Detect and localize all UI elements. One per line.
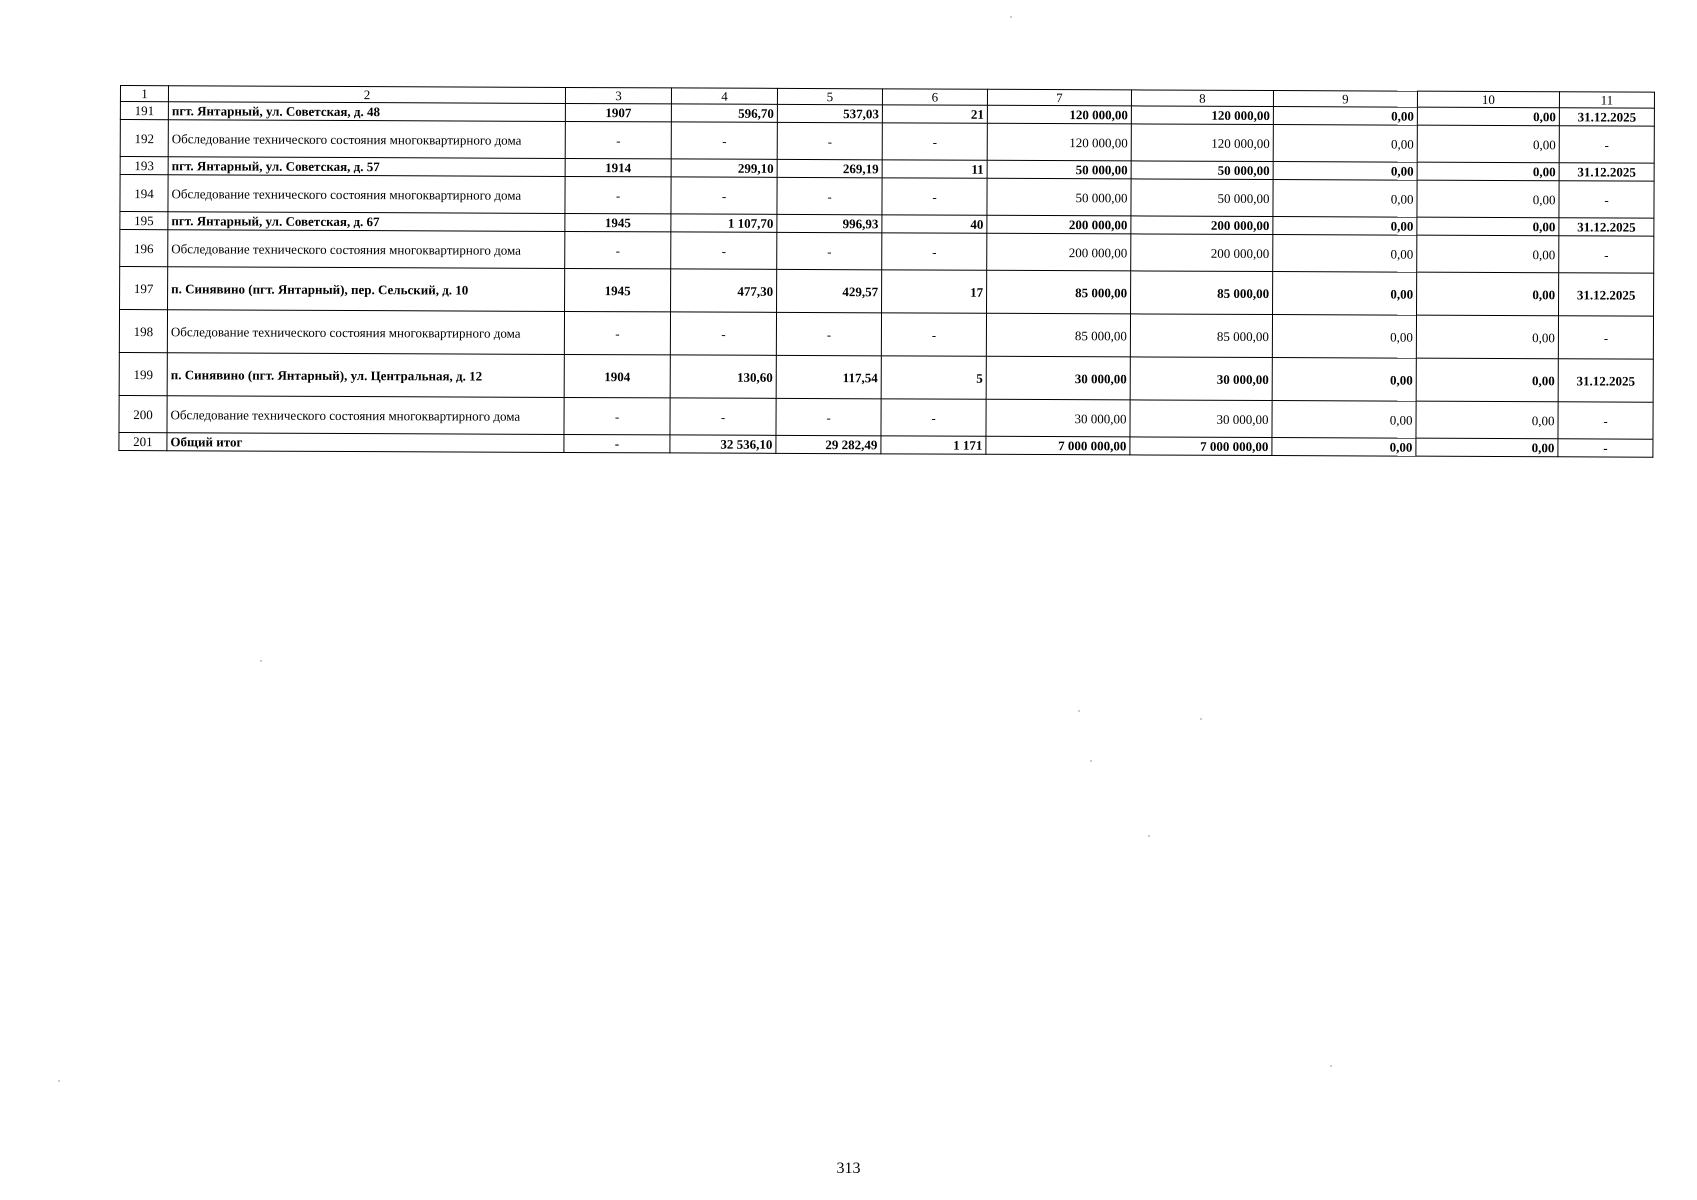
- date-cell: 31.12.2025: [1559, 273, 1654, 316]
- total-value: 32 536,10: [670, 435, 776, 453]
- value-cell: -: [882, 233, 987, 270]
- header-cell: 9: [1273, 91, 1417, 108]
- value-cell: 40: [882, 215, 987, 233]
- address-cell: пгт. Янтарный, ул. Советская, д. 67: [168, 212, 565, 232]
- address-cell: пгт. Янтарный, ул. Советская, д. 57: [168, 157, 565, 177]
- value-cell: 200 000,00: [987, 215, 1131, 234]
- value-cell: -: [777, 122, 882, 159]
- year-cell: -: [564, 434, 670, 452]
- value-cell: 0,00: [1272, 401, 1416, 439]
- value-cell: -: [882, 123, 987, 160]
- date-cell: -: [1559, 236, 1654, 273]
- row-number: 195: [120, 212, 168, 230]
- value-cell: 85 000,00: [1131, 271, 1273, 315]
- data-table: [118, 85, 1655, 458]
- address-cell: п. Синявино (пгт. Янтарный), пер. Сельский, д. 10: [168, 267, 565, 312]
- value-cell: 0,00: [1273, 272, 1417, 316]
- header-cell: 10: [1417, 91, 1559, 108]
- table-row: [119, 352, 1653, 402]
- header-cell: 6: [882, 89, 987, 105]
- header-cell: 5: [777, 88, 882, 104]
- value-cell: 5: [881, 356, 986, 399]
- value-cell: 120 000,00: [1131, 124, 1273, 162]
- value-cell: 0,00: [1417, 235, 1559, 273]
- date-cell: 31.12.2025: [1559, 163, 1654, 181]
- value-cell: 11: [882, 160, 987, 178]
- value-cell: 120 000,00: [1131, 106, 1273, 125]
- value-cell: -: [777, 232, 882, 269]
- value-cell: 0,00: [1272, 358, 1416, 402]
- value-cell: 996,93: [777, 214, 882, 232]
- table-row: [120, 267, 1654, 317]
- row-number: 199: [119, 352, 167, 395]
- value-cell: 0,00: [1273, 107, 1417, 126]
- value-cell: 0,00: [1416, 358, 1558, 402]
- total-value: 7 000 000,00: [1130, 437, 1272, 456]
- scan-speck: [58, 1080, 60, 1082]
- date-cell: -: [1559, 181, 1654, 218]
- row-number: 192: [120, 120, 168, 157]
- year-cell: -: [565, 231, 671, 268]
- value-cell: 269,19: [777, 159, 882, 177]
- value-cell: 0,00: [1417, 272, 1559, 316]
- value-cell: 477,30: [671, 269, 777, 312]
- row-number: 191: [120, 102, 168, 120]
- value-cell: 0,00: [1273, 235, 1417, 273]
- table-row: [119, 310, 1653, 360]
- value-cell: 0,00: [1273, 162, 1417, 181]
- date-cell: -: [1558, 402, 1653, 439]
- description-cell: Обследование технического состояния многоквартирного дома: [168, 230, 565, 269]
- scan-speck: [1200, 718, 1202, 720]
- value-cell: 17: [882, 270, 987, 313]
- header-cell: 4: [671, 88, 777, 104]
- year-cell: -: [565, 121, 671, 158]
- date-cell: -: [1558, 316, 1653, 359]
- value-cell: 50 000,00: [987, 160, 1131, 179]
- row-number: 197: [120, 267, 168, 310]
- value-cell: 0,00: [1272, 315, 1416, 359]
- total-value: 7 000 000,00: [986, 436, 1130, 455]
- value-cell: 0,00: [1417, 180, 1559, 218]
- total-value: 1 171: [881, 436, 986, 454]
- header-cell: 7: [987, 89, 1131, 106]
- value-cell: 120 000,00: [987, 123, 1131, 161]
- value-cell: 429,57: [777, 269, 882, 312]
- value-cell: 0,00: [1417, 107, 1559, 126]
- row-number: 198: [119, 310, 167, 353]
- value-cell: 30 000,00: [1130, 400, 1272, 438]
- value-cell: 0,00: [1417, 217, 1559, 236]
- year-cell: 1904: [564, 354, 670, 397]
- description-cell: Обследование технического состояния многоквартирного дома: [168, 120, 565, 159]
- value-cell: 21: [882, 105, 987, 123]
- scan-speck: [1330, 1065, 1332, 1067]
- year-cell: -: [564, 397, 670, 434]
- description-cell: Обследование технического состояния многоквартирного дома: [167, 396, 564, 435]
- header-cell: 3: [565, 87, 671, 103]
- value-cell: 130,60: [670, 355, 776, 398]
- header-cell: 1: [120, 86, 168, 102]
- value-cell: 50 000,00: [1131, 161, 1273, 180]
- scan-speck: [260, 660, 262, 662]
- header-cell: 2: [168, 86, 565, 104]
- value-cell: 596,70: [671, 104, 777, 122]
- date-cell: -: [1559, 126, 1654, 163]
- value-cell: 30 000,00: [986, 399, 1130, 437]
- value-cell: 30 000,00: [1130, 357, 1272, 401]
- total-value: 0,00: [1272, 438, 1416, 457]
- total-value: 29 282,49: [776, 435, 881, 453]
- value-cell: 0,00: [1416, 315, 1558, 359]
- row-number: 194: [120, 175, 168, 212]
- value-cell: 120 000,00: [987, 105, 1131, 124]
- value-cell: 85 000,00: [986, 313, 1130, 357]
- value-cell: -: [776, 312, 881, 355]
- value-cell: 200 000,00: [1131, 216, 1273, 235]
- value-cell: 117,54: [776, 355, 881, 398]
- value-cell: -: [881, 313, 986, 356]
- year-cell: 1945: [565, 268, 671, 311]
- value-cell: 537,03: [777, 104, 882, 122]
- date-cell: 31.12.2025: [1559, 108, 1654, 126]
- row-number: 196: [120, 230, 168, 267]
- value-cell: 0,00: [1417, 125, 1559, 163]
- value-cell: 200 000,00: [1131, 234, 1273, 272]
- page-number: 313: [836, 1160, 861, 1177]
- value-cell: -: [670, 398, 776, 435]
- row-number: 200: [119, 395, 167, 432]
- value-cell: 0,00: [1273, 180, 1417, 218]
- scan-speck: [1010, 16, 1012, 18]
- year-cell: -: [565, 176, 671, 213]
- address-cell: п. Синявино (пгт. Янтарный), ул. Центральная, д. 12: [167, 353, 564, 398]
- value-cell: 299,10: [671, 159, 777, 177]
- year-cell: -: [564, 311, 670, 354]
- value-cell: -: [671, 177, 777, 214]
- description-cell: Обследование технического состояния многоквартирного дома: [167, 310, 564, 355]
- address-cell: пгт. Янтарный, ул. Советская, д. 48: [168, 102, 565, 122]
- value-cell: -: [671, 232, 777, 269]
- row-number: 193: [120, 157, 168, 175]
- scan-speck: [1090, 760, 1092, 762]
- header-cell: 8: [1131, 90, 1273, 107]
- year-cell: 1907: [565, 103, 671, 121]
- value-cell: 0,00: [1417, 162, 1559, 181]
- scan-speck: [1148, 835, 1150, 837]
- year-cell: 1945: [565, 213, 671, 231]
- date-cell: 31.12.2025: [1559, 218, 1654, 236]
- year-cell: 1914: [565, 158, 671, 176]
- header-cell: 11: [1559, 92, 1654, 108]
- value-cell: 85 000,00: [987, 270, 1131, 314]
- value-cell: 50 000,00: [1131, 179, 1273, 217]
- value-cell: 1 107,70: [671, 214, 777, 232]
- row-number: 201: [119, 432, 167, 450]
- table-container: [118, 85, 1654, 458]
- total-value: 0,00: [1416, 438, 1558, 457]
- value-cell: 200 000,00: [987, 233, 1131, 271]
- description-cell: Обследование технического состояния многоквартирного дома: [168, 175, 565, 214]
- scan-speck: [1078, 710, 1080, 712]
- value-cell: -: [882, 178, 987, 215]
- date-cell: -: [1558, 439, 1653, 457]
- value-cell: -: [776, 398, 881, 435]
- value-cell: 0,00: [1273, 125, 1417, 163]
- value-cell: -: [671, 122, 777, 159]
- value-cell: 0,00: [1273, 217, 1417, 236]
- value-cell: -: [670, 312, 776, 355]
- value-cell: 0,00: [1416, 401, 1558, 439]
- value-cell: 50 000,00: [987, 178, 1131, 216]
- value-cell: -: [881, 399, 986, 436]
- value-cell: 85 000,00: [1130, 314, 1272, 358]
- total-label: Общий итог: [167, 433, 564, 453]
- date-cell: 31.12.2025: [1558, 359, 1653, 402]
- value-cell: -: [777, 177, 882, 214]
- value-cell: 30 000,00: [986, 356, 1130, 400]
